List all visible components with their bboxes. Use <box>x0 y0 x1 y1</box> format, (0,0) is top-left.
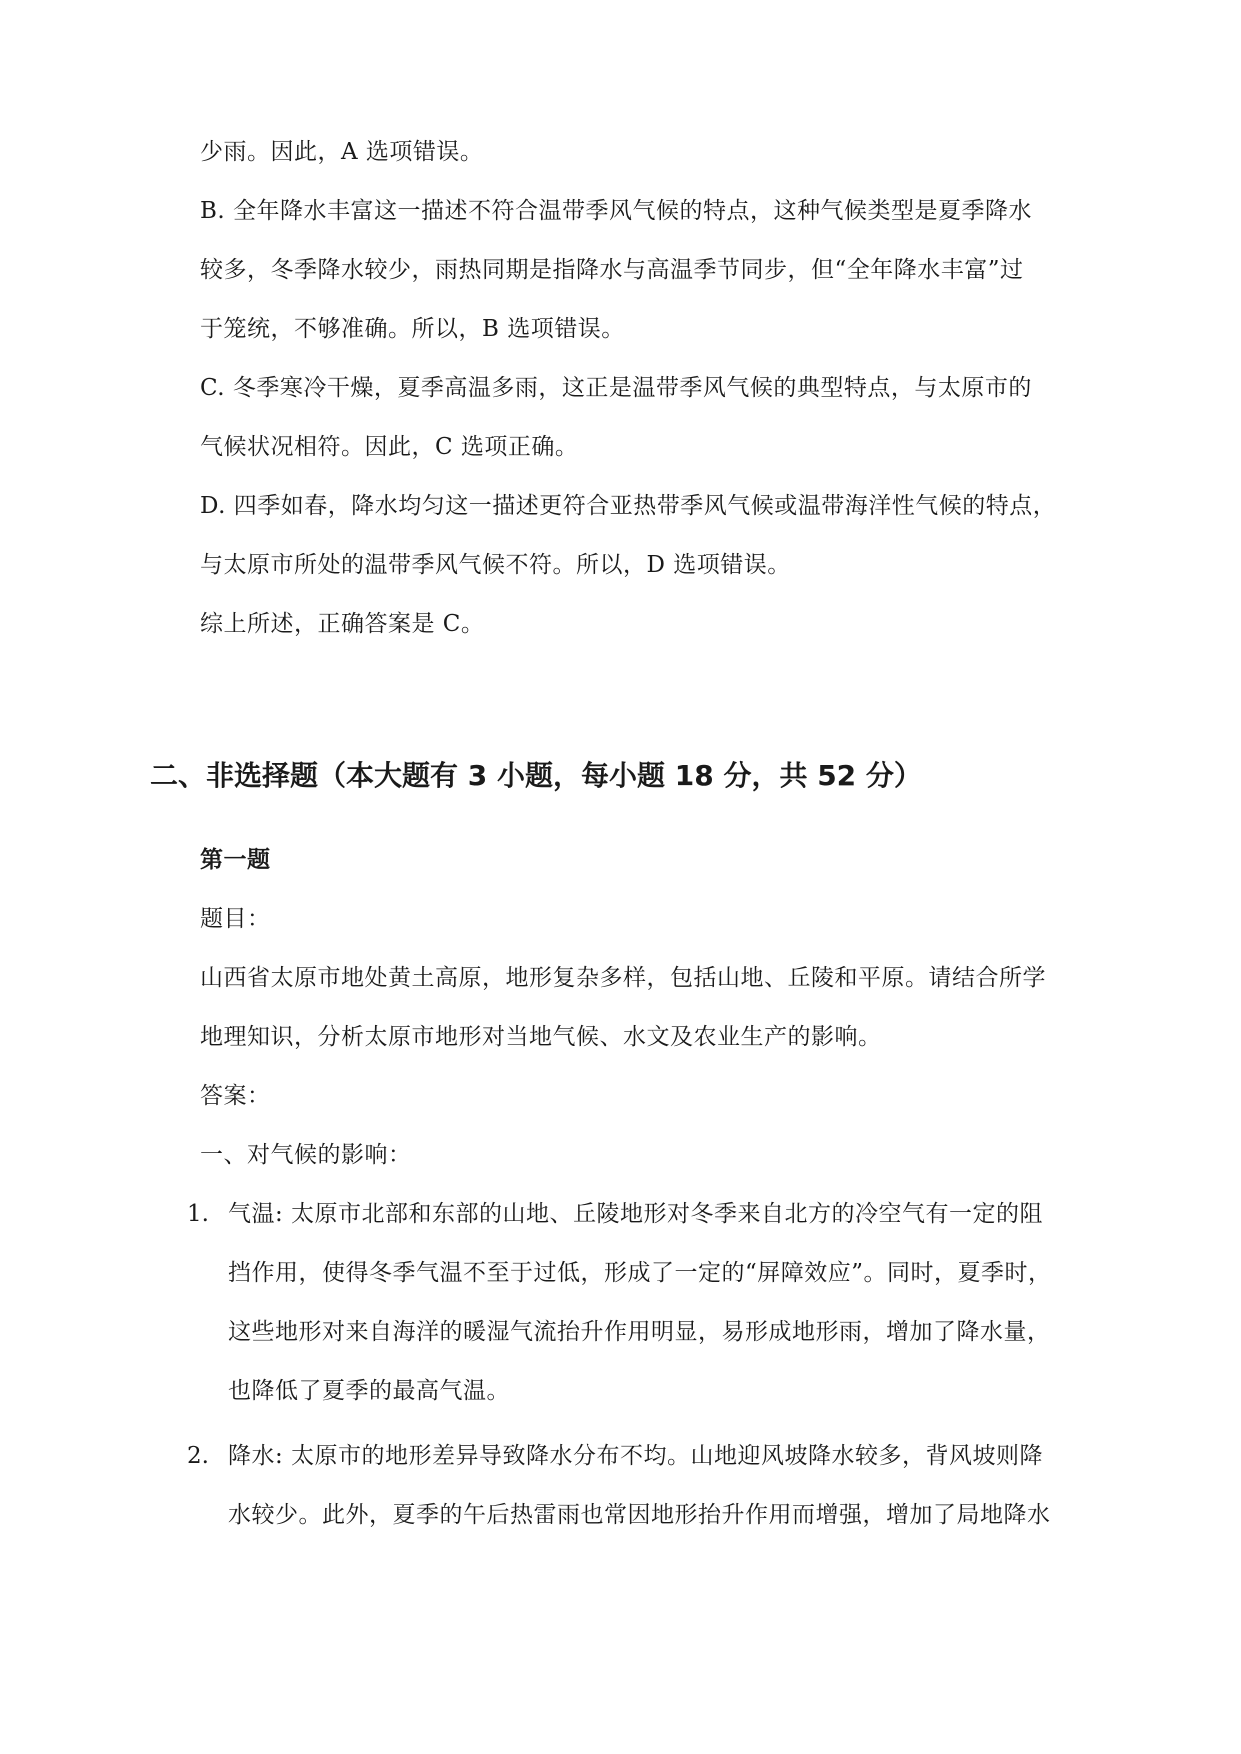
paragraph-line: D. 四季如春，降水均匀这一描述更符合亚热带季风气候或温带海洋性气候的特点， <box>200 493 1057 519</box>
answer-subheading: 一、对气候的影响： <box>200 1142 412 1168</box>
question-label: 题目： <box>200 906 271 932</box>
list-item-line: 这些地形对来自海洋的暖湿气流抬升作用明显，易形成地形雨，增加了降水量， <box>228 1319 1051 1345</box>
question-body-line: 山西省太原市地处黄土高原，地形复杂多样，包括山地、丘陵和平原。请结合所学 <box>200 965 1046 991</box>
answer-label: 答案： <box>200 1083 271 1109</box>
question-body-line: 地理知识，分析太原市地形对当地气候、水文及农业生产的影响。 <box>200 1024 882 1050</box>
list-number: 2. <box>187 1443 209 1469</box>
list-item-line: 也降低了夏季的最高气温。 <box>228 1378 510 1404</box>
paragraph-line: 与太原市所处的温带季风气候不符。所以，D 选项错误。 <box>200 552 791 578</box>
list-item-line: 挡作用，使得冬季气温不至于过低，形成了一定的“屏障效应”。同时，夏季时， <box>228 1260 1052 1286</box>
question-heading: 第一题 <box>200 847 271 873</box>
paragraph-line: 综上所述，正确答案是 C。 <box>200 611 485 637</box>
paragraph-line: C. 冬季寒冷干燥，夏季高温多雨，这正是温带季风气候的典型特点，与太原市的 <box>200 375 1032 401</box>
paragraph-line: B. 全年降水丰富这一描述不符合温带季风气候的特点，这种气候类型是夏季降水 <box>200 198 1033 224</box>
paragraph-line: 较多，冬季降水较少，雨热同期是指降水与高温季节同步，但“全年降水丰富”过 <box>200 257 1024 283</box>
list-item-line: 降水: 太原市的地形差异导致降水分布不均。山地迎风坡降水较多，背风坡则降 <box>228 1443 1044 1469</box>
paragraph-line: 少雨。因此，A 选项错误。 <box>200 139 484 165</box>
section-title: 二、非选择题（本大题有 3 小题，每小题 18 分，共 52 分） <box>150 759 922 792</box>
list-item-line: 水较少。此外，夏季的午后热雷雨也常因地形抬升作用而增强，增加了局地降水 <box>228 1502 1051 1528</box>
list-item-line: 气温: 太原市北部和东部的山地、丘陵地形对冬季来自北方的冷空气有一定的阻 <box>228 1201 1044 1227</box>
paragraph-line: 气候状况相符。因此，C 选项正确。 <box>200 434 579 460</box>
paragraph-line: 于笼统，不够准确。所以，B 选项错误。 <box>200 316 625 342</box>
list-number: 1. <box>187 1201 209 1227</box>
